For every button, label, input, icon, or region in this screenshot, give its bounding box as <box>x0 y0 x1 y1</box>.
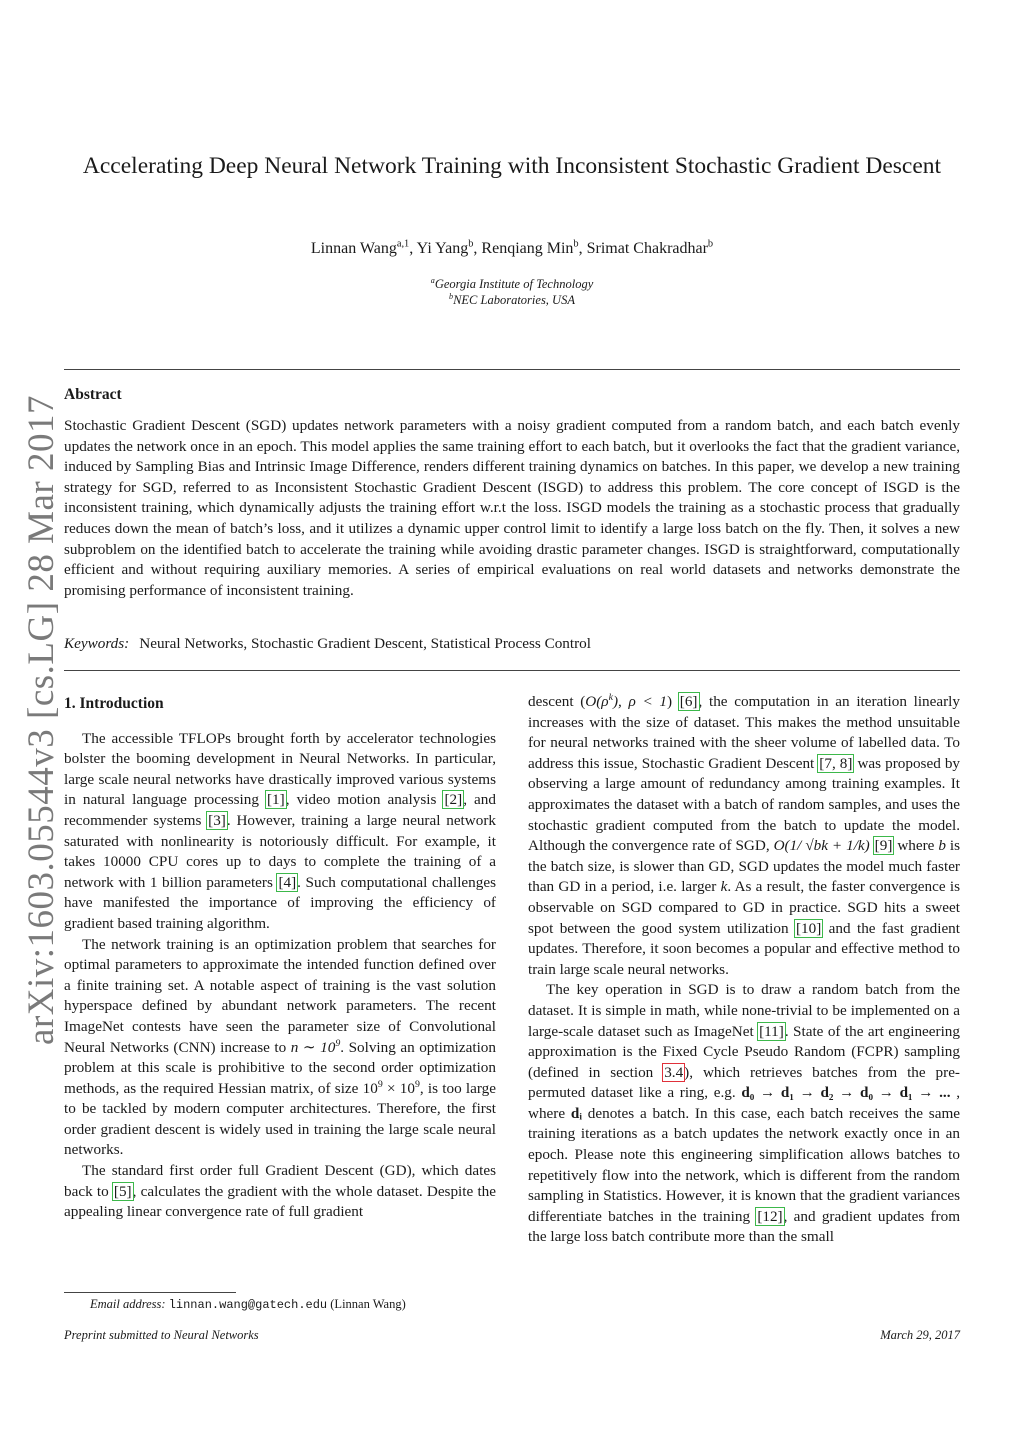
paragraph: descent ($O(\rho^k)$, ρ < 1) [6], the computation in an iteration linearly increases with the size of dataset. This makes the method unsuitable for neural networks trained with the sheer volume of labelled data. To address this issue, Stochastic Gradient Descent [7, 8] was proposed by observing a large amount of redundancy among training examples. It approximates the dataset with a batch of random samples, and uses the stochastic gradient computed from the batch to update the model. Although the convergence rate of SGD, O(1/ √bk + 1/k) [9] where b is the batch size, is slower than GD, SGD updates the model much faster than GD in a period, i.e. larger k. As a result, the faster convergence is observable on SGD compared to GD in practice. SGD hits a sweet spot between the good system utilization [10] and the fast gradient updates. Therefore, it soon becomes a popular and effective method to train large scale neural networks. <box>528 691 961 978</box>
citation-link[interactable]: [4] <box>278 873 297 891</box>
math-expression: $10^9 \times 10^9$ <box>362 1078 420 1097</box>
author-affil-mark: a,1 <box>396 238 410 250</box>
citation-link[interactable]: [5] <box>113 1182 132 1200</box>
citation-link[interactable]: [3] <box>208 811 226 829</box>
citation-link[interactable]: [1] <box>267 791 285 809</box>
math-expression: n ∼ $10^9$ <box>290 1037 341 1056</box>
math-expression: b <box>938 837 946 855</box>
footer-date: March 29, 2017 <box>880 1328 960 1342</box>
footnote-author: (Linnan Wang) <box>330 1297 406 1311</box>
paragraph: The accessible TFLOPs brought forth by accelerator technologies bolster the booming development in Neural Networks. In particular, large scale neural networks have drastically improved various systems in natural language processing [1], video motion analysis [2], and recommender systems [3]. However, training a large neural network saturated with nonlinearity is notoriously difficult. For example, it takes 10000 CPU cores up to days to complete the training of a network with 1 billion parameters [4]. Such computational challenges have manifested the importance of improving the efficiency of gradient based training algorithm. <box>64 729 497 932</box>
left-column <box>64 692 496 1223</box>
abstract-heading: Abstract <box>64 386 122 403</box>
paper-title: Accelerating Deep Neural Network Training with Inconsistent Stochastic Gradient Descent <box>82 153 942 179</box>
section-ref-link[interactable]: 3.4 <box>664 1063 684 1081</box>
author-name: Renqiang Min <box>481 240 574 257</box>
author-name: Yi Yang <box>416 240 469 257</box>
math-expression: O(1/ √bk + 1/k) <box>773 837 870 855</box>
author-name: Srimat Chakradhar <box>586 240 708 257</box>
keywords <box>64 634 591 654</box>
keywords-text: Neural Networks, Stochastic Gradient Descent, Statistical Process Control <box>139 635 591 652</box>
paragraph: The key operation in SGD is to draw a random batch from the dataset. It is simple in math, while none-trivial to be implemented on a large-scale dataset such as ImageNet [11]. State of the art engineering approximation is the Fixed Cycle Pseudo Random (FCPR) sampling (defined in section 3.4), which retrieves batches from the pre-permuted dataset like a ring, e.g. d₀ → d₁ → d₂ → d₀ → d₁ → ... , where dᵢ denotes a batch. In this case, each batch receives the same training iterations as a batch updates the network exactly once in an epoch. Please note this engineering simplification allows batches to repetitively flow into the network, which is different from the random sampling in Statistics. However, it is known that the gradient variances differentiate batches in the training [12], and gradient updates from the large loss batch contribute more than the small <box>528 981 961 1246</box>
author-affil-mark: b <box>573 238 579 250</box>
citation-link[interactable]: [12] <box>757 1207 783 1225</box>
math-expression: dᵢ <box>570 1104 583 1122</box>
author-name: Linnan Wang <box>310 240 397 257</box>
footnote <box>64 1296 406 1313</box>
math-expression: d₀ → d₁ → d₂ → d₀ → d₁ → ... <box>741 1084 951 1102</box>
citation-link[interactable]: [2] <box>444 791 463 809</box>
abstract-top-rule <box>64 369 960 370</box>
author-list: Linnan Wang$^{a,1}$, Yi Yang$^b$, Renqiang Min$^b$, Srimat Chakradhar$^b$ <box>310 238 714 257</box>
author-affil-mark: b <box>468 238 474 250</box>
paragraph: The network training is an optimization problem that searches for optimal parameters to approximate the intended function defined over a finite training set. A notable aspect of training is the vast solution hyperspace defined by abundant network parameters. The recent ImageNet contests have seen the parameter size of Convolutional Neural Networks (CNN) increase to n ∼ $10^9$. Solving an optimization problem at this scale is prohibitive to the second order optimization methods, as the required Hessian matrix, of size $10^9 \times 10^9$, is too large to be tackled by modern computer architectures. Therefore, the first order gradient descent is widely used in training the large scale neural networks. <box>64 935 496 1159</box>
citation-link[interactable]: [7, 8] <box>819 754 853 772</box>
author-affil-mark: b <box>707 238 714 250</box>
math-expression: $O(\rho^k)$, ρ < 1 <box>585 691 668 710</box>
keywords-label: Keywords: <box>64 635 130 652</box>
affiliations <box>64 276 960 308</box>
citation-link[interactable]: [11] <box>759 1022 784 1040</box>
affiliation-line: $^a$Georgia Institute of Technology <box>430 275 594 291</box>
footnote-rule <box>64 1292 236 1293</box>
footer-preprint-note: Preprint submitted to Neural Networks <box>64 1328 259 1342</box>
author-email[interactable]: linnan.wang@gatech.edu <box>168 1298 328 1312</box>
section-heading: 1. Introduction <box>64 695 164 712</box>
arxiv-sidebar-stamp: arXiv:1603.05544v3 [cs.LG] 28 Mar 2017 <box>21 395 62 1045</box>
footnote-label: Email address: <box>90 1297 166 1311</box>
paragraph: The standard first order full Gradient Descent (GD), which dates back to [5], calculates the gradient with the whole dataset. Despite the appealing linear convergence rate of full gradient <box>64 1162 496 1221</box>
abstract-bottom-rule <box>64 670 960 671</box>
citation-link[interactable]: [10] <box>795 919 822 937</box>
math-expression: k <box>720 878 728 896</box>
right-column <box>528 692 960 1248</box>
citation-link[interactable]: [9] <box>874 837 893 855</box>
abstract-body: Stochastic Gradient Descent (SGD) updates network parameters with a noisy gradient computed from a random batch, and each batch evenly updates the network once in an epoch. This model applies the same training effort to each batch, but it overlooks the fact that the gradient variance, induced by Sampling Bias and Intrinsic Image Difference, renders different training dynamics on batches. In this paper, we develop a new training strategy for SGD, referred to as Inconsistent Stochastic Gradient Descent (ISGD) to address this problem. The core concept of ISGD is the inconsistent training, which dynamically adjusts the training effort w.r.t the loss. ISGD models the training as a stochastic process that gradually reduces down the mean of batch’s loss, and it utilizes a dynamic upper control limit to identify a large loss batch on the fly. Then, it solves a new subproblem on the identified batch to accelerate the training while avoiding drastic parameter changes. ISGD is straightforward, computationally efficient and without requiring auxiliary memories. A series of empirical evaluations on real world datasets and networks demonstrate the promising performance of inconsistent training. <box>64 417 960 599</box>
affiliation-line: $^b$NEC Laboratories, USA <box>449 291 575 307</box>
citation-link[interactable]: [6] <box>679 693 698 710</box>
